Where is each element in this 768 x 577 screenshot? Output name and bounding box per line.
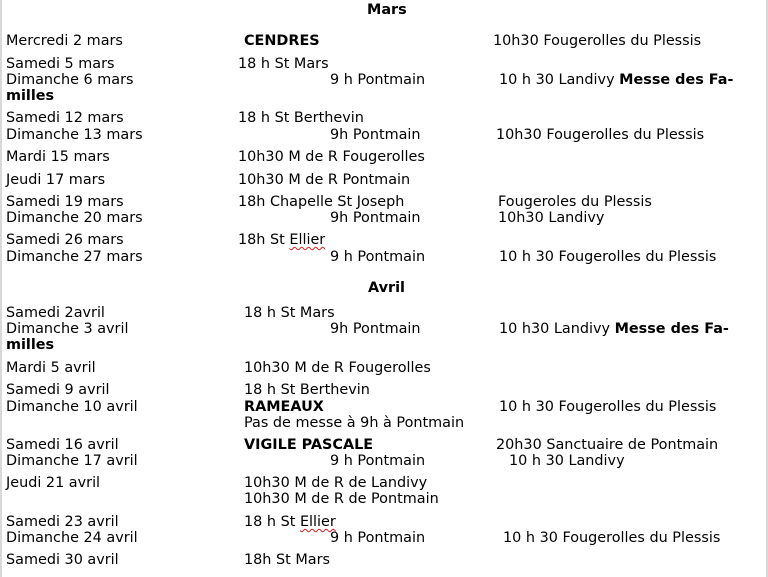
location-cell: 10h30 Landivy xyxy=(498,210,605,226)
left-edge xyxy=(0,0,2,577)
date-cell: Dimanche 17 avril xyxy=(6,453,138,469)
date-cell: Samedi 23 avril xyxy=(6,514,119,530)
date-cell: Samedi 26 mars xyxy=(6,232,124,248)
event-cell: 18 h St Mars xyxy=(238,56,329,72)
spellcheck-word: Ellier xyxy=(299,514,336,530)
event-cell: 9 h Pontmain xyxy=(330,453,426,469)
event-cell: 9h Pontmain xyxy=(330,210,421,226)
event-cell: CENDRES xyxy=(244,33,320,49)
event-cell: 18h St Mars xyxy=(244,552,331,568)
date-cell: Samedi 5 mars xyxy=(6,56,115,72)
date-cell: Samedi 2avril xyxy=(6,305,105,321)
special-mass-label: Messe des Fa- xyxy=(619,72,734,88)
date-cell: Dimanche 3 avril xyxy=(6,321,129,337)
month-heading-mars: Mars xyxy=(367,2,407,18)
date-cell: Dimanche 6 mars xyxy=(6,72,134,88)
wrapped-text: milles xyxy=(6,337,55,353)
date-cell: Dimanche 20 mars xyxy=(6,210,143,226)
spellcheck-word: Ellier xyxy=(289,232,326,248)
event-cell xyxy=(244,514,336,531)
location-text: 10 h30 Landivy xyxy=(499,321,615,337)
location-cell: 20h30 Sanctuaire de Pontmain xyxy=(496,437,719,453)
date-cell: Jeudi 17 mars xyxy=(6,172,106,188)
location-cell: 10 h 30 Fougerolles du Plessis xyxy=(503,530,721,546)
event-cell: 9h Pontmain xyxy=(330,127,421,143)
location-text: 10 h 30 Landivy xyxy=(499,72,620,88)
location-cell xyxy=(499,72,733,89)
location-cell: 10h30 Fougerolles du Plessis xyxy=(496,127,705,143)
date-cell: Dimanche 13 mars xyxy=(6,127,143,143)
event-cell: 18h Chapelle St Joseph xyxy=(238,194,405,210)
date-cell: Mardi 5 avril xyxy=(6,360,96,376)
event-cell xyxy=(238,232,325,249)
location-cell: 10 h 30 Fougerolles du Plessis xyxy=(499,249,717,265)
date-cell: Samedi 19 mars xyxy=(6,194,124,210)
date-cell: Dimanche 27 mars xyxy=(6,249,143,265)
date-cell: Samedi 9 avril xyxy=(6,382,110,398)
date-cell: Samedi 30 avril xyxy=(6,552,119,568)
location-cell xyxy=(499,321,729,338)
event-cell: 18 h St Berthevin xyxy=(244,382,370,398)
wrapped-text: milles xyxy=(6,88,55,104)
location-cell: 10 h 30 Landivy xyxy=(509,453,625,469)
event-cell: 10h30 M de R de Landivy xyxy=(244,475,428,491)
date-cell: Jeudi 21 avril xyxy=(6,475,101,491)
event-text: 18h St xyxy=(238,232,290,248)
location-cell: Fougeroles du Plessis xyxy=(498,194,652,210)
event-cell: 18 h St Berthevin xyxy=(238,110,364,126)
event-cell: 9 h Pontmain xyxy=(330,249,426,265)
date-cell: Samedi 16 avril xyxy=(6,437,119,453)
event-cell: VIGILE PASCALE xyxy=(244,437,374,453)
date-cell: Mardi 15 mars xyxy=(6,149,110,165)
event-cell: 9h Pontmain xyxy=(330,321,421,337)
event-cell: 9 h Pontmain xyxy=(330,530,426,546)
month-heading-avril: Avril xyxy=(368,280,405,296)
location-cell: 10h30 Fougerolles du Plessis xyxy=(493,33,702,49)
location-cell: 10 h 30 Fougerolles du Plessis xyxy=(499,399,717,415)
event-cell: 10h30 M de R Pontmain xyxy=(238,172,411,188)
special-mass-label: Messe des Fa- xyxy=(614,321,729,337)
date-cell: Dimanche 24 avril xyxy=(6,530,138,546)
date-cell: Mercredi 2 mars xyxy=(6,33,123,49)
date-cell: Dimanche 10 avril xyxy=(6,399,138,415)
event-cell: 10h30 M de R Fougerolles xyxy=(238,149,425,165)
date-cell: Samedi 12 mars xyxy=(6,110,124,126)
event-cell: 18 h St Mars xyxy=(244,305,335,321)
event-cell: 10h30 M de R Fougerolles xyxy=(244,360,431,376)
event-cell: 10h30 M de R de Pontmain xyxy=(244,491,439,507)
event-text: 18 h St xyxy=(244,514,300,530)
event-cell: RAMEAUX xyxy=(244,399,324,415)
event-note: Pas de messe à 9h à Pontmain xyxy=(244,415,465,431)
event-cell: 9 h Pontmain xyxy=(330,72,426,88)
